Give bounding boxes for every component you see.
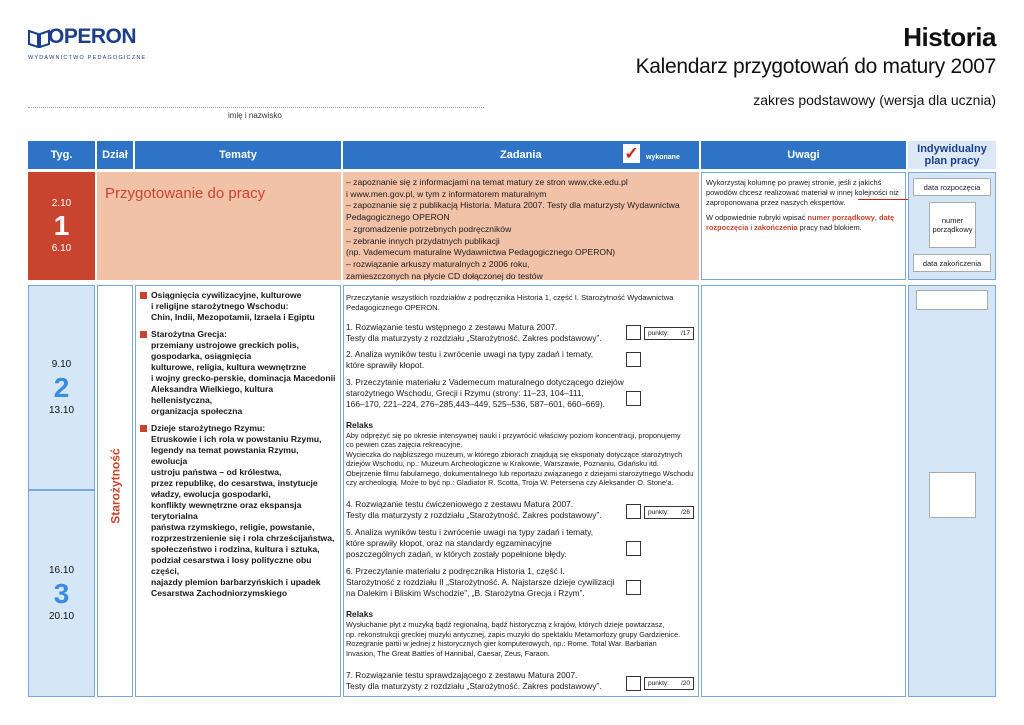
- w1-task-line: – zapoznanie się z publikacją Historia. Matura 2007. Testy dla maturzysty Wydawnictwa: [346, 200, 680, 211]
- topic-line: gospodarka, osiągnięcia: [151, 351, 252, 361]
- week-1-section: [97, 172, 341, 280]
- task-line: Testy dla maturzysty z rozdziału „Starożytność. Zakres podstawowy”.: [346, 333, 602, 343]
- week-1-tasks: [343, 172, 699, 280]
- topic-line: Etruskowie i ich rola w powstaniu Rzymu,: [151, 434, 322, 444]
- task-6: [346, 566, 615, 599]
- col-plan-1: Indywidualny: [917, 143, 987, 155]
- topic-1-title: Osiągnięcia cywilizacyjne, kulturowe: [140, 290, 336, 301]
- scope-label: zakres podstawowy (wersja dla ucznia): [753, 92, 996, 108]
- topic-1: [140, 290, 336, 323]
- task-line: Testy dla maturzysty z rozdziału „Starożytność. Zakres podstawowy”.: [346, 510, 602, 520]
- topic-line: społeczeństwo i rodzina, kultura i sztuka,: [151, 544, 320, 554]
- topics-cell: [135, 285, 341, 697]
- topic-line: państwa rzymskiego, religie, powstanie,: [151, 522, 315, 532]
- w1-task-line: – rozwiązanie arkuszy maturalnych z 2006 roku,: [346, 258, 530, 269]
- task-3-checkbox[interactable]: [626, 391, 641, 406]
- relaks-line: Wycieczka do najbliższego muzeum, w którego zbiorach znajdują się eksponaty dotyczące starożytnych: [346, 449, 683, 459]
- topic-line: najazdy plemion barbarzyńskich i upadek: [151, 577, 321, 587]
- relaks-2: [346, 620, 698, 658]
- notes-2f: zakończenia: [754, 223, 798, 232]
- topic-2-title: Starożytna Grecja:: [140, 329, 336, 340]
- topic-line: przez republikę, do cesarstwa, instytucje: [151, 478, 318, 488]
- task-5-checkbox[interactable]: [626, 541, 641, 556]
- topic-2: [140, 329, 336, 417]
- topic-line: legendy na temat powstania Rzymu, ewolucja: [151, 445, 299, 466]
- pts-max: /26: [680, 509, 690, 516]
- task-line: Pedagogicznego OPERON.: [346, 302, 440, 312]
- notes-text-2: [706, 213, 901, 233]
- task-line: 7. Rozwiązanie testu sprawdzającego z zestawu Matura 2007.: [346, 670, 578, 680]
- topic-3-title: Dzieje starożytnego Rzymu:: [140, 423, 336, 434]
- notes-2b: numer porządkowy: [807, 213, 875, 222]
- pts-label: punkty:: [648, 509, 669, 516]
- relaks-1: [346, 431, 698, 487]
- w1-task-line: Pedagogicznego OPERON: [346, 212, 450, 223]
- notes-2e: i: [748, 223, 755, 232]
- task-line: Starożytność z rozdziału II „Starożytność. A. Najstarsze dzieje cywilizacji: [346, 577, 615, 587]
- notes-2a: W odpowiednie rubryki wpisać: [706, 213, 808, 222]
- week-2-number: 2: [53, 371, 70, 403]
- topic-line: władzy, ewolucja gospodarki,: [151, 489, 271, 499]
- task-line: 2. Analiza wyników testu i zwrócenie uwagi na typy zadań i tematy,: [346, 349, 594, 359]
- task-intro: [346, 293, 696, 312]
- topic-line: konflikty wewnętrzne oraz ekspansja terytorialna: [151, 500, 302, 521]
- task-4-points[interactable]: [644, 506, 694, 519]
- week-3-cell: [28, 490, 95, 697]
- week-1-section-label: Przygotowanie do pracy: [105, 185, 266, 202]
- relaks-line: Obejrzenie filmu fabularnego, dokumentalnego lub reportażu związanego z dziejami starożytnego Wschodu: [346, 468, 694, 478]
- topic-line: podział cesarstwa i losy polityczne obu części,: [151, 555, 312, 576]
- task-6-checkbox[interactable]: [626, 580, 641, 595]
- task-4-checkbox[interactable]: [626, 504, 641, 519]
- notes-2c: ,: [874, 213, 879, 222]
- task-line: 4. Rozwiązanie testu ćwiczeniowego z zestawu Matura 2007.: [346, 499, 574, 509]
- relaks-line: Wysłuchanie płyt z muzyką bądź regionalną, bądź historyczną z krajów, których dzieje powtarzasz,: [346, 620, 665, 629]
- page-title: Historia: [903, 22, 996, 52]
- task-line: Testy dla maturzysty z rozdziału „Starożytność. Zakres podstawowy”.: [346, 681, 602, 691]
- topic-line: przemiany ustrojowe greckich polis,: [151, 340, 300, 350]
- plan-number-field[interactable]: [929, 202, 976, 248]
- notes-cell[interactable]: [701, 285, 906, 697]
- col-topics: Tematy: [135, 141, 341, 169]
- col-plan: [908, 141, 996, 169]
- topic-line: ustroju państwa – od królestwa,: [151, 467, 282, 477]
- notes-2g: pracy nad blokiem.: [797, 223, 862, 232]
- relaks-line: dziejów Wschodu, np.: Muzeum Archeologiczne w Krakowie, Warszawie, Poznaniu, Gdańsku itd.: [346, 459, 659, 469]
- week-2-from: 9.10: [51, 359, 72, 370]
- topic-line: Chin, Indii, Mezopotamii, Izraela i Egiptu: [151, 312, 315, 322]
- week-1-number: 1: [53, 210, 70, 241]
- pts-max: /17: [680, 330, 690, 337]
- topic-line: Cesarstwa Zachodniorzymskiego: [151, 588, 288, 598]
- topic-line: Aleksandra Wielkiego, kultura hellenistyczna,: [151, 384, 274, 405]
- week-3-number: 3: [53, 577, 70, 609]
- notes-text-1: Wykorzystaj kolumnę po prawej stronie, jeśli z jakichś powodów chcesz realizować materiał w innej kolejności niż zaproponowana przez naszych ekspertów.: [706, 178, 899, 207]
- checkmark-icon: ✓: [624, 143, 639, 163]
- plan-num-1: numer: [941, 216, 964, 225]
- topic-line: kulturowe, religia, kultura wewnętrzne: [151, 362, 307, 372]
- plan-number-field-2[interactable]: [929, 472, 976, 518]
- plan-end-field[interactable]: data zakończenia: [913, 254, 991, 272]
- task-7-points[interactable]: [644, 677, 694, 690]
- name-field-line[interactable]: [28, 107, 484, 108]
- brand-logo: OPERON: [48, 25, 137, 48]
- w1-task-line: – zapoznanie się z informacjami na temat matury ze stron www.cke.edu.pl: [346, 177, 628, 187]
- notes-2d: datę rozpoczęcia: [706, 213, 895, 232]
- relaks-2-title: Relaks: [346, 609, 374, 619]
- task-line: które sprawiły kłopot.: [346, 360, 425, 370]
- plan-start-field-2[interactable]: [916, 290, 988, 310]
- task-4: [346, 499, 602, 521]
- task-line: Przeczytanie wszystkich rozdziałów z podręcznika Historia 1, część I. Starożytność Wydawnictwa: [346, 293, 674, 302]
- task-2-checkbox[interactable]: [626, 352, 641, 367]
- task-line: 1. Rozwiązanie testu wstępnego z zestawu Matura 2007.: [346, 322, 558, 332]
- task-7: [346, 670, 602, 692]
- name-label: imię i nazwisko: [228, 111, 282, 120]
- week-2-cell: [28, 285, 95, 490]
- week-1-cell: [28, 172, 95, 280]
- pts-label: punkty:: [648, 680, 669, 687]
- task-1-points[interactable]: [644, 327, 694, 340]
- relaks-line: Aby odprężyć się po okresie intensywnej nauki i przywrócić właściwy poziom koncentracji, proponujemy: [346, 431, 681, 440]
- w1-task-line: – zebranie innych przydatnych publikacji: [346, 235, 500, 246]
- plan-start-field[interactable]: data rozpoczęcia: [913, 178, 991, 196]
- operon-logo-icon: [28, 28, 50, 48]
- pts-label: punkty:: [648, 330, 669, 337]
- topic-line: i religijne starożytnego Wschodu:: [151, 301, 289, 311]
- col-week: Tyg.: [28, 141, 95, 169]
- relaks-line: np. rekonstrukcji greckiej muzyki antycznej, zapis muzyki do spektaklu Metamorfozy grupy Gardzienice.: [346, 629, 681, 639]
- task-line: poszczególnych zadań, w których zostały popełnione błędy.: [346, 549, 567, 559]
- relaks-line: czy archeologią. Może to być np.: Gladiator R. Scotta, Troja W. Petersena czy Aleksander O. Stone'a.: [346, 478, 674, 488]
- topic-line: rozprzestrzenienie się i rola chrześcijaństwa,: [151, 533, 335, 543]
- relaks-line: Rozegranie partii w jednej z historycznych gier komputerowych, np.: Rome. Total War. Barbarian: [346, 639, 657, 649]
- brand-subtitle: WYDAWNICTWO PEDAGOGICZNE: [28, 55, 147, 61]
- task-7-checkbox[interactable]: [626, 676, 641, 691]
- task-line: 166–170, 221–224, 276–285,443–449, 525–536, 587–601, 660–669).: [346, 399, 605, 409]
- week-1-to: 6.10: [51, 243, 72, 254]
- page-subtitle: Kalendarz przygotowań do matury 2007: [635, 55, 996, 78]
- task-1: [346, 322, 602, 344]
- task-line: na Dalekim i Bliskim Wschodzie”, „B. Starożytna Grecja i Rzym”.: [346, 588, 585, 598]
- topic-3: [140, 423, 336, 599]
- task-2: [346, 349, 593, 371]
- col-plan-2: plan pracy: [924, 155, 980, 167]
- task-line: starożytnego Wschodu, Grecji i Rzymu (strony: 11–23, 104–111,: [346, 388, 584, 398]
- pts-max: /20: [680, 680, 690, 687]
- relaks-line: co pewien czas zajęcia rekreacyjne.: [346, 440, 463, 450]
- plan-num-2: porządkowy: [932, 225, 973, 234]
- col-section: Dział: [97, 141, 133, 169]
- relaks-1-title: Relaks: [346, 420, 374, 430]
- task-1-checkbox[interactable]: [626, 325, 641, 340]
- w1-task-line: – zgromadzenie potrzebnych podręczników: [346, 223, 512, 234]
- col-done: wykonane: [646, 154, 680, 161]
- section-label: Starożytność: [108, 448, 123, 524]
- w1-task-line: (np. Vademecum maturalne Wydawnictwa Pedagogicznego OPERON): [346, 247, 616, 258]
- week-1-from: 2.10: [51, 197, 72, 209]
- week-1-notes: [701, 172, 906, 280]
- topic-line: i wojny grecko-perskie, dominacja Macedonii: [151, 373, 336, 383]
- relaks-line: Invasion, The Great Battles of Hannibal, Caesar, Zeus, Faraon.: [346, 648, 550, 658]
- week-2-to: 13.10: [48, 404, 75, 416]
- w1-task-line: zamieszczonych na płycie CD dołączonej do testów: [346, 270, 543, 281]
- task-3: [346, 377, 624, 410]
- section-cell: [97, 285, 133, 697]
- w1-task-line: i www.men.gov.pl, w tym z informatorem maturalnym: [346, 188, 547, 199]
- task-line: 3. Przeczytanie materiału z Vademecum maturalnego dotyczącego dziejów: [346, 377, 624, 387]
- topic-line: organizacja społeczna: [151, 406, 243, 416]
- task-line: 6. Przeczytanie materiału z podręcznika Historia 1, część I.: [346, 566, 565, 576]
- week-3-to: 20.10: [48, 610, 75, 622]
- col-tasks: [343, 141, 699, 169]
- task-line: które sprawiły kłopot, oraz na standardy egzaminacyjne: [346, 538, 552, 548]
- week-3-from: 16.10: [48, 565, 75, 576]
- col-notes: Uwagi: [701, 141, 906, 169]
- col-tasks-label: Zadania: [500, 149, 542, 161]
- task-5: [346, 527, 593, 560]
- task-line: 5. Analiza wyników testu i zwrócenie uwagi na typy zadań i tematy,: [346, 527, 594, 537]
